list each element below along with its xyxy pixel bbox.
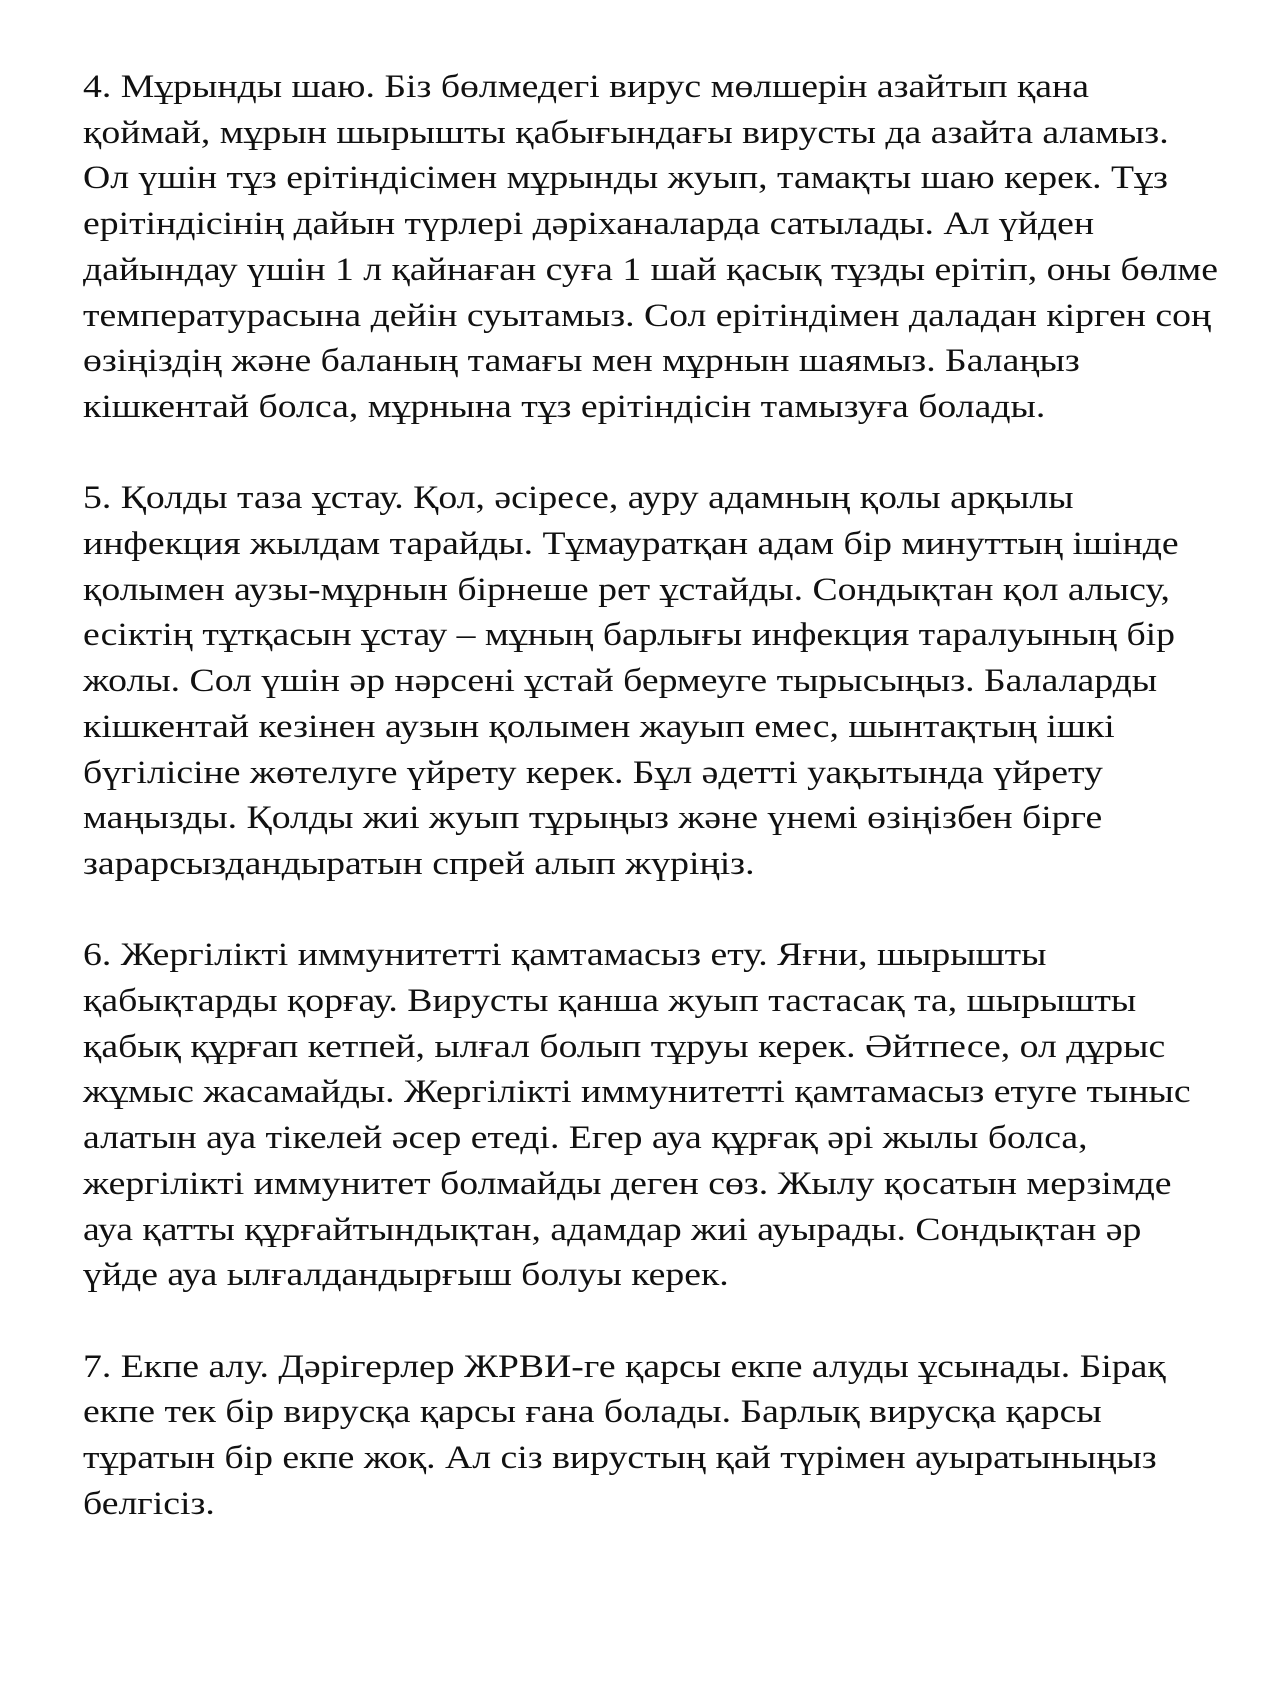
text-line: үйде ауа ылғалдандырғыш болуы керек.: [83, 1257, 729, 1294]
text-line: жолы. Сол үшін әр нәрсені ұстай бермеуге тырысыңыз. Балаларды: [83, 663, 1158, 700]
text-line: тұратын бір екпе жоқ. Ал сіз вирустың қай түрімен ауыратыныңыз: [83, 1440, 1157, 1477]
text-line: белгісіз.: [83, 1485, 215, 1522]
text-line: өзіңіздің және баланың тамағы мен мұрнын шаямыз. Балаңыз: [83, 343, 1080, 380]
text-line: 5. Қолды таза ұстау. Қол, әсіресе, ауру адамның қолы арқылы: [83, 480, 1074, 517]
text-line: қабық құрғап кетпей, ылғал болып тұруы керек. Әйтпесе, ол дұрыс: [83, 1028, 1166, 1065]
text-line: дайындау үшін 1 л қайнаған суға 1 шай қасық тұзды ерітіп, оны бөлме: [83, 251, 1218, 288]
text-line: 6. Жергілікті иммунитетті қамтамасыз ету. Яғни, шырышты: [83, 937, 1047, 974]
text-line: ерітіндісінің дайын түрлері дәріханаларда сатылады. Ал үйден: [83, 206, 1095, 243]
text-line: маңызды. Қолды жиі жуып тұрыңыз және үнемі өзіңізбен бірге: [83, 800, 1103, 837]
text-line: жұмыс жасамайды. Жергілікті иммунитетті қамтамасыз етуге тыныс: [83, 1074, 1191, 1111]
text-line: есіктің тұтқасын ұстау – мұның барлығы инфекция таралуының бір: [83, 617, 1176, 654]
text-line: кішкентай болса, мұрнына тұз ерітіндісін тамызуға болады.: [83, 388, 1046, 425]
paragraph: [83, 476, 1218, 887]
paragraph: [83, 1345, 1218, 1528]
text-line: инфекция жылдам тарайды. Тұмауратқан адам бір минуттың ішінде: [83, 526, 1179, 563]
text-line: қолымен аузы-мұрнын бірнеше рет ұстайды. Сондықтан қол алысу,: [83, 571, 1170, 608]
text-line: зарарсыздандыратын спрей алып жүріңіз.: [83, 845, 755, 882]
paragraph: [83, 933, 1218, 1299]
text-line: кішкентай кезінен аузын қолымен жауып емес, шынтақтың ішкі: [83, 708, 1115, 745]
text-line: температурасына дейін суытамыз. Сол ерітіндімен даладан кірген соң: [83, 297, 1212, 334]
text-line: 4. Мұрынды шаю. Біз бөлмедегі вирус мөлшерін азайтып қана: [83, 69, 1089, 105]
text-line: алатын ауа тікелей әсер етеді. Егер ауа құрғақ әрі жылы болса,: [83, 1120, 1088, 1157]
text-line: бүгілісіне жөтелуге үйрету керек. Бұл әдетті уақытында үйрету: [83, 754, 1103, 791]
text-line: қоймай, мұрын шырышты қабығындағы вирусты да азайта аламыз.: [83, 114, 1169, 151]
text-line: жергілікті иммунитет болмайды деген сөз. Жылу қосатын мерзімде: [83, 1165, 1172, 1202]
paragraph: [83, 65, 1218, 431]
text-line: ауа қатты құрғайтындықтан, адамдар жиі ауырады. Сондықтан әр: [83, 1211, 1142, 1248]
text-line: Ол үшін тұз ерітіндісімен мұрынды жуып, тамақты шаю керек. Тұз: [83, 160, 1168, 197]
text-line: қабықтарды қорғау. Вирусты қанша жуып тастасақ та, шырышты: [83, 983, 1137, 1020]
text-line: 7. Екпе алу. Дәрігерлер ЖРВИ-ге қарсы екпе алуды ұсынады. Бірақ: [83, 1348, 1166, 1385]
text-line: екпе тек бір вирусқа қарсы ғана болады. Барлық вирусқа қарсы: [83, 1394, 1102, 1431]
document-body: [83, 65, 1218, 1573]
